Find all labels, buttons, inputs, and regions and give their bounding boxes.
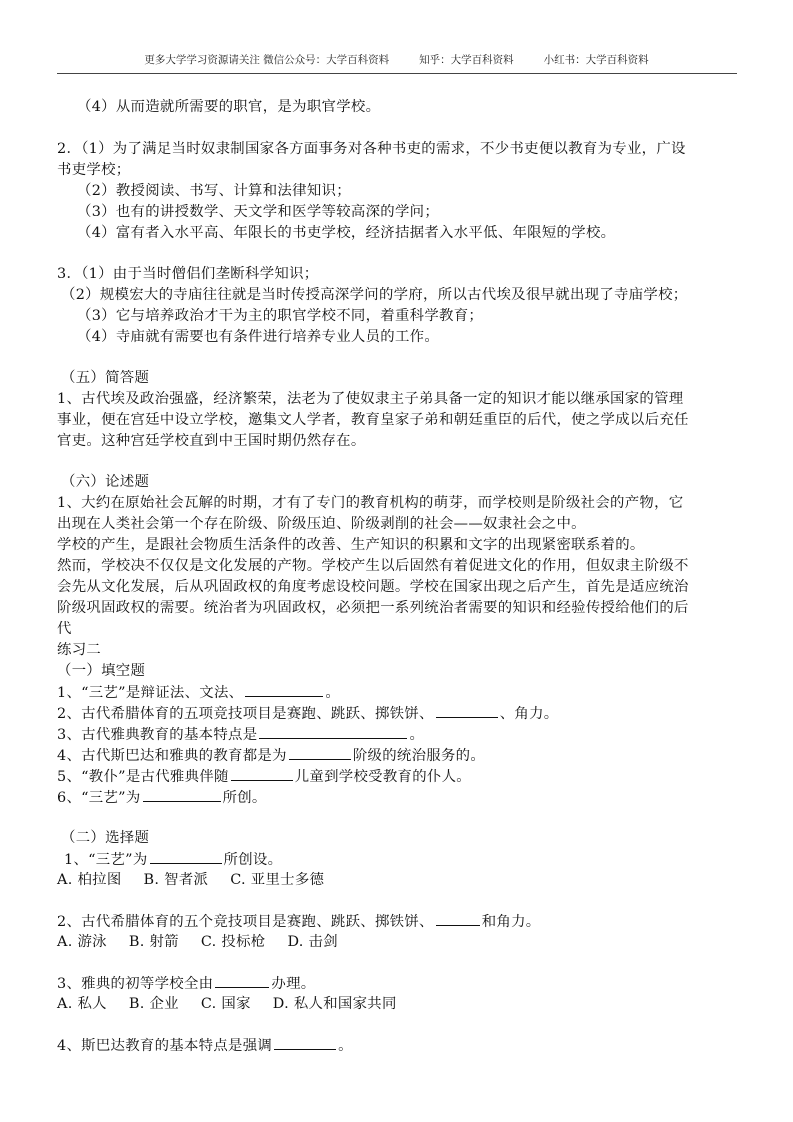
text-line: （2）规模宏大的寺庙往往就是当时传授高深学问的学府，所以古代埃及很早就出现了寺庙学校； xyxy=(61,287,688,303)
option-c: C. 国家 xyxy=(200,996,251,1012)
text-line: 事业，便在宫廷中设立学校，邀集文人学者，教育皇家子弟和朝廷重臣的后代，使之学成以后充任 xyxy=(57,412,689,428)
fill-blank-question-6: 6、“三艺”为 所创。 xyxy=(57,787,267,808)
option-c: C. 亚里士多德 xyxy=(230,872,325,888)
text-line: 3．（1）由于当时僧侣们垄断科学知识； xyxy=(57,266,319,282)
option-d: D. 击剑 xyxy=(287,934,338,950)
page-header xyxy=(0,52,793,67)
header-zhihu-text: 知乎：大学百科资料 xyxy=(419,54,514,66)
option-c: C. 投标枪 xyxy=(200,934,266,950)
text-line: 阶级巩固政权的需要。统治者为巩固政权，必须把一系列统治者需要的知识和经验传授给他们的后 xyxy=(57,600,689,616)
text-line: 2．（1）为了满足当时奴隶制国家各方面事务对各种书吏的需求，不少书吏便以教育为专业，广设 xyxy=(57,141,686,157)
option-b: B. 射箭 xyxy=(128,934,179,950)
choice-question-3: 3、雅典的初等学校全由 办理。 xyxy=(57,973,315,994)
text-line: 官吏。这种宫廷学校直到中王国时期仍然存在。 xyxy=(57,433,366,449)
section-heading: （二）选择题 xyxy=(61,830,150,846)
text-line: 1、古代埃及政治强盛，经济繁荣，法老为了使奴隶主子弟具备一定的知识才能以继承国家的管理 xyxy=(57,391,684,407)
text-line: 出现在人类社会第一个存在阶级、阶级压迫、阶级剥削的社会——奴隶社会之中。 xyxy=(57,516,586,532)
option-b: B. 智者派 xyxy=(143,872,209,888)
choice-question-1: 1、“三艺”为 所创设。 xyxy=(64,849,282,870)
option-d: D. 私人和国家共同 xyxy=(272,996,397,1012)
choice-question-2: 2、古代希腊体育的五个竞技项目是赛跑、跳跃、掷铁饼、 和角力。 xyxy=(57,911,541,932)
option-a: A. 柏拉图 xyxy=(57,872,122,888)
option-a: A. 游泳 xyxy=(57,934,107,950)
header-divider xyxy=(57,73,737,74)
text-line: 1、大约在原始社会瓦解的时期，才有了专门的教育机构的萌芽，而学校则是阶级社会的产物，它 xyxy=(57,495,684,511)
text-line: （4）从而造就所需要的职官，是为职官学校。 xyxy=(77,99,381,115)
fill-blank-question-3: 3、古代雅典教育的基本特点是 。 xyxy=(57,724,424,745)
fill-blank-question-2: 2、古代希腊体育的五项竞技项目是赛跑、跳跃、掷铁饼、 、角力。 xyxy=(57,703,559,724)
answer-blank xyxy=(436,703,498,718)
answer-blank xyxy=(150,849,222,864)
header-wechat-text: 更多大学学习资源请关注 微信公众号：大学百科资料 xyxy=(144,54,390,66)
option-b: B. 企业 xyxy=(128,996,179,1012)
text-line: （4）寺庙就有需要也有条件进行培养专业人员的工作。 xyxy=(77,329,440,345)
section-heading: （一）填空题 xyxy=(57,663,146,679)
text-line: （3）也有的讲授数学、天文学和医学等较高深的学问； xyxy=(77,204,440,220)
section-heading: （六）论述题 xyxy=(61,474,150,490)
option-a: A. 私人 xyxy=(57,996,107,1012)
fill-blank-question-1: 1、“三艺”是辩证法、文法、 。 xyxy=(57,682,340,703)
exercise-title: 练习二 xyxy=(57,642,102,658)
section-heading: （五）简答题 xyxy=(61,370,150,386)
choice-options-3 xyxy=(57,994,419,1014)
text-line: （4）富有者入水平高、年限长的书吏学校，经济拮据者入水平低、年限短的学校。 xyxy=(77,225,616,241)
answer-blank xyxy=(231,766,293,781)
text-line: （2）教授阅读、书写、计算和法律知识； xyxy=(77,183,351,199)
header-xiaohongshu-text: 小红书：大学百科资料 xyxy=(543,54,649,66)
text-line: 会先从文化发展，后从巩固政权的角度考虑设校问题。学校在国家出现之后产生，首先是适应统治 xyxy=(57,579,689,595)
choice-question-4: 4、斯巴达教育的基本特点是强调 。 xyxy=(57,1035,353,1056)
answer-blank xyxy=(143,787,221,802)
answer-blank xyxy=(245,682,323,697)
choice-options-1 xyxy=(57,870,346,890)
answer-blank xyxy=(274,1035,336,1050)
answer-blank xyxy=(289,745,351,760)
text-line: （3）它与培养政治才干为主的职官学校不同，着重科学教育； xyxy=(77,308,484,324)
answer-blank xyxy=(436,911,480,926)
text-line: 代 xyxy=(57,621,72,637)
text-line: 书吏学校； xyxy=(57,162,131,178)
fill-blank-question-5: 5、“教仆”是古代雅典伴随 儿童到学校受教育的仆人。 xyxy=(57,766,471,787)
choice-options-2 xyxy=(57,932,360,952)
answer-blank xyxy=(259,724,407,739)
fill-blank-question-4: 4、古代斯巴达和雅典的教育都是为 阶级的统治服务的。 xyxy=(57,745,485,766)
answer-blank xyxy=(215,973,269,988)
text-line: 学校的产生，是跟社会物质生活条件的改善、生产知识的积累和文字的出现紧密联系着的。 xyxy=(57,537,645,553)
text-line: 然而，学校决不仅仅是文化发展的产物。学校产生以后固然有着促进文化的作用，但奴隶主阶级不 xyxy=(57,558,689,574)
